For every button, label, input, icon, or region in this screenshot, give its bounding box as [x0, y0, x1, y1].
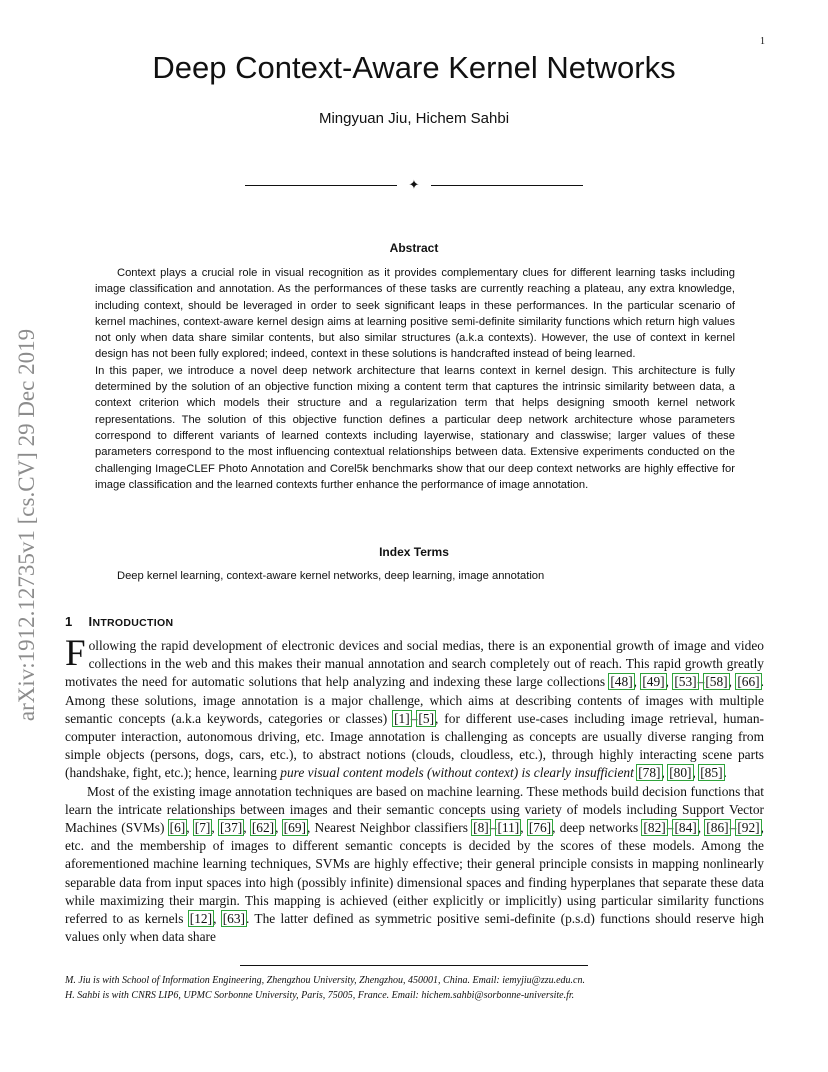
- citation-link[interactable]: [12]: [189, 911, 213, 927]
- citation-link[interactable]: [7]: [194, 820, 211, 836]
- citation-link[interactable]: [80]: [669, 765, 692, 781]
- title-separator: [245, 178, 583, 192]
- abstract-paragraph: Context plays a crucial role in visual recognition as it provides complementary clues for different learning tasks including image classification and annotation. As the performances of these tasks are currently reaching a plateau, any extra knowledge, including context, should be leveraged in order to seek significant leaps in these performances. In the particular scenario of kernel machines, context-aware kernel design aims at learning positive semi-definite similarity functions which return high values not only when data share similar contents, but also similar structures (a.k.a contexts). However, the use of context in kernel design has not been fully explored; indeed, context in these solutions is handcrafted instead of being learned.: [95, 267, 735, 361]
- text-run: ,: [211, 820, 219, 836]
- index-terms-text: Deep kernel learning, context-aware kernel networks, deep learning, image annotation: [117, 570, 545, 582]
- citation-link[interactable]: [6]: [169, 820, 186, 836]
- abstract-heading: Abstract: [389, 241, 439, 255]
- citation-link[interactable]: [86]: [706, 820, 729, 836]
- text-run: ,: [520, 820, 528, 836]
- text-run: . Among these solutions, image annotation is a major challenge, which aims at describing contents of images with multiple semantic concepts (a.k.a keywords, categories or classes): [65, 674, 764, 726]
- text-run: ,: [186, 820, 194, 836]
- footnote-separator: [240, 965, 588, 966]
- citation-link[interactable]: [62]: [251, 820, 275, 836]
- text-run: .: [723, 765, 727, 781]
- text-run: ,: [692, 765, 700, 781]
- citation-link[interactable]: [49]: [642, 674, 665, 690]
- text-run: –: [666, 820, 674, 836]
- citation-link[interactable]: [84]: [674, 820, 697, 836]
- text-run: , deep networks: [552, 820, 643, 836]
- arxiv-identifier-stamp[interactable]: arXiv:1912.12735v1 [cs.CV] 29 Dec 2019: [14, 328, 39, 722]
- citation-link[interactable]: [66]: [737, 674, 760, 690]
- abstract-body: [95, 265, 735, 493]
- citation-link[interactable]: [82]: [643, 820, 666, 836]
- text-run: Most of the existing image annotation techniques are based on machine learning. These methods build decision functions that learn the intricate relationships between images and their semantic concepts using variety of models including Support Vector Machines (SVMs): [65, 783, 764, 836]
- text-run: ,: [633, 674, 642, 690]
- introduction-body: [65, 633, 764, 946]
- text-run: . The latter defined as symmetric positive semi-definite (p.s.d) functions should reserve high values only when data share: [65, 911, 764, 945]
- paper-title: Deep Context-Aware Kernel Networks: [152, 50, 676, 85]
- text-run: ,: [697, 820, 706, 836]
- author-list: Mingyuan Jiu, Hichem Sahbi: [318, 110, 510, 127]
- citation-link[interactable]: [58]: [705, 674, 728, 690]
- citation-link[interactable]: [63]: [222, 911, 246, 927]
- separator-line-left: [245, 185, 397, 186]
- text-run: –: [489, 820, 497, 836]
- citation-link[interactable]: [92]: [737, 820, 760, 836]
- footnotes: [65, 973, 765, 1003]
- section-number: 1: [65, 614, 73, 629]
- text-run: ,: [243, 820, 251, 836]
- footnote-affiliation: H. Sahbi is with CNRS LIP6, UPMC Sorbonne University, Paris, 75005, France. Email: hichem.sahbi@sorbonne-universite.fr.: [65, 990, 575, 1001]
- separator-diamond-icon: ✦: [408, 177, 420, 192]
- drop-cap: F: [65, 633, 86, 674]
- index-terms-heading: Index Terms: [379, 545, 449, 559]
- citation-link[interactable]: [48]: [610, 674, 633, 690]
- page-number: 1: [760, 36, 765, 47]
- text-run: –: [729, 820, 737, 836]
- citation-link[interactable]: [53]: [674, 674, 697, 690]
- text-run: , for different use-cases including image retrieval, human-computer interaction, autonomous driving, etc. Image annotation is challenging as concepts are usually diverse ranging from simple objects (persons, dogs, cars, etc.), to abstract notions (clouds, cloudless, etc.), through highly interacting scene parts (handshake, fight, etc.); hence, learning: [65, 710, 764, 781]
- text-run: , Nearest Neighbor classifiers: [306, 820, 473, 836]
- separator-line-right: [431, 185, 583, 186]
- introduction-paragraph: [65, 633, 764, 783]
- section-title-initial: I: [88, 614, 93, 629]
- citation-link[interactable]: [76]: [528, 820, 552, 836]
- abstract-paragraph: In this paper, we introduce a novel deep network architecture that learns context in kernel design. This architecture is fully determined by the solution of an objective function mixing a content term that captures the intrinsic similarity between data, a context criterion which models their structure and a regularization term that helps designing smooth kernel network representations. The solution of this objective function defines a particular deep network architecture whose parameters correspond to different variants of learned contexts including layerwise, stationary and classwise; larger values of these parameters correspond to the most influencing contextual relationships between data. Extensive experiments conducted on the challenging ImageCLEF Photo Annotation and Corel5k benchmarks show that our deep context networks are highly effective for image classification and the learned contexts further enhance the performance of image annotation.: [95, 364, 735, 491]
- text-run: ,: [728, 674, 737, 690]
- section-title-rest: NTRODUCTION: [92, 617, 174, 629]
- citation-link[interactable]: [5]: [418, 710, 435, 726]
- text-run: ,: [213, 911, 222, 927]
- text-run: , etc. and the membership of images to different semantic concepts is decided by the scores of these models. Among the aforementioned machine learning techniques, SVMs are highly effective; their general principle consists in mapping nonlinearly separable data from input spaces into high (possibly infinite) dimensional spaces and finding hyperplanes that separate these data while maximizing their margin. This mapping is achieved (either explicitly or implicitly) using particular similarity functions referred to as kernels: [65, 820, 764, 927]
- text-run: –: [697, 674, 705, 690]
- citation-link[interactable]: [11]: [497, 820, 520, 836]
- introduction-paragraph: [65, 783, 764, 947]
- citation-link[interactable]: [69]: [283, 820, 306, 836]
- text-run: ,: [275, 820, 283, 836]
- text-run: ollowing the rapid development of electronic devices and social medias, there is an exponential growth of image and video collections in the web and this makes their manual annotation and search completely out of reach. This rapid growth greatly motivates the need for automatic solutions that help analyzing and indexing these large collections: [65, 638, 764, 690]
- text-run: ,: [665, 674, 674, 690]
- citation-link[interactable]: [85]: [700, 765, 723, 781]
- footnote-affiliation: M. Jiu is with School of Information Engineering, Zhengzhou University, Zhengzhou, 450001, China. Email: iemyjiu@zzu.edu.cn.: [65, 975, 585, 986]
- citation-link[interactable]: [1]: [394, 710, 410, 726]
- citation-link[interactable]: [8]: [473, 820, 489, 836]
- section-heading-introduction: [65, 614, 173, 629]
- text-run: ,: [661, 765, 669, 781]
- text-run: –: [410, 710, 418, 726]
- citation-link[interactable]: [78]: [638, 765, 661, 781]
- emphasized-text: pure visual content models (without context) is clearly insufficient: [280, 765, 634, 781]
- citation-link[interactable]: [37]: [219, 820, 243, 836]
